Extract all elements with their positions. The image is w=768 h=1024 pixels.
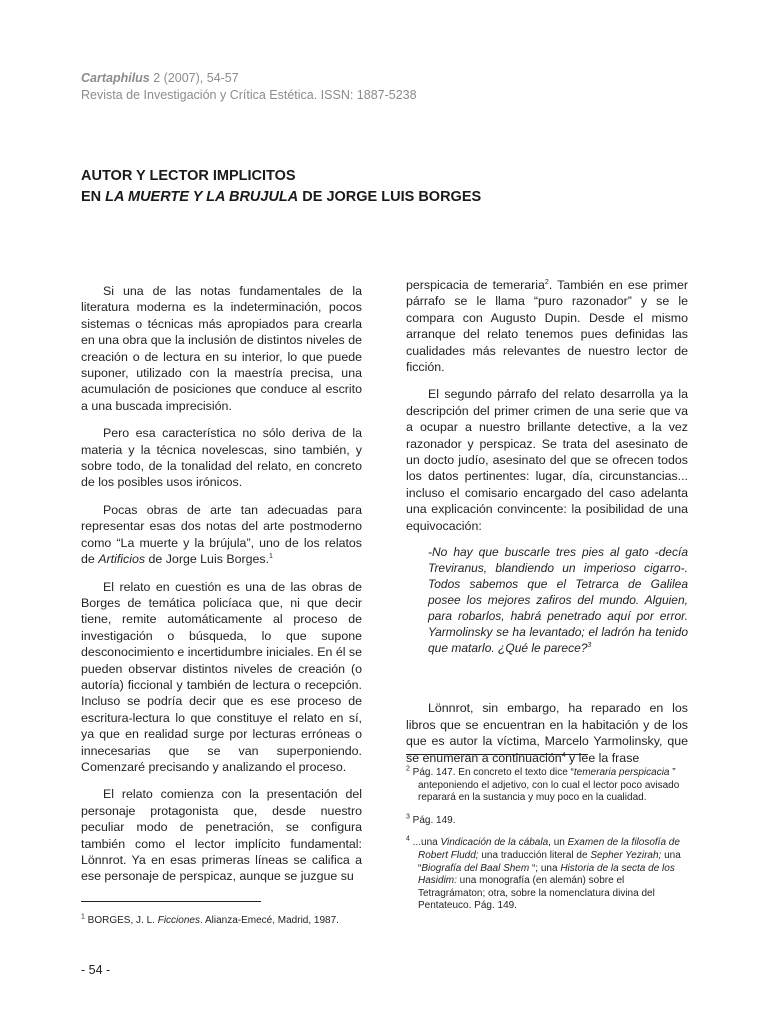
paragraph: perspicacia de temeraria$^2$. También en ese primer párrafo se le llama “puro razonador” y se le compara con Augusto Dupin. Desde el mismo arranque del relato tenemos pues definidas las cualidades más relevantes de nuestro lector de ficción.: [406, 278, 688, 375]
page-number: - 54 -: [81, 963, 111, 977]
footnotes-left: [81, 915, 371, 938]
footnote-divider: [406, 754, 588, 755]
block-quote: -No hay que buscarle tres pies al gato -decía Treviranus, blandiendo un imperioso cigarro-. Todos sabemos que el Tetrarca de Galilea posee los mejores zafiros del mundo. Alguien, para robarlos, habrá penetrado aquí por error. Yarmolinsky se ha levantado; el ladrón ha tenido que matarlo. ¿Qué le parece?$^3$: [428, 545, 688, 655]
footnote-4: $^4$ ...una Vindicación de la cábala, un Examen de la filosofía de Robert Fludd; una traducción literal de Sepher Yezirah; una “Biografía del Baal Shem “; una Historia de la secta de los Hasidim: una monografía (en alemán) sobre el Tetragrámaton; otra, sobre la nomenclatura divina del Pentateuco. Pág. 149.: [406, 836, 681, 912]
journal-subtitle: Revista de Investigación y Crítica Estética. ISSN: 1887-5238: [81, 88, 417, 102]
article-title: [81, 166, 481, 208]
journal-citation: Cartaphilus 2 (2007), 54-57: [81, 71, 239, 85]
journal-name: Cartaphilus: [81, 71, 150, 85]
title-line-2: EN LA MUERTE Y LA BRUJULA DE JORGE LUIS BORGES: [81, 189, 482, 205]
paragraph: Si una de las notas fundamentales de la literatura moderna es la indeterminación, pocos sistemas o técnicas más apropiados para crearla en una obra que la inclusión de distintos niveles de creación o de lectura en su interior, lo que puede suponer, utilizado con la maestría precisa, una acumulación de posiciones que conduce al escrito a una buscada imprecisión.: [81, 284, 362, 413]
footnote-3: $^3$ Pág. 149.: [406, 813, 456, 826]
footnote-ref[interactable]: 1: [269, 552, 273, 560]
paragraph: Pocas obras de arte tan adecuadas para representar esas dos notas del arte postmoderno como “La muerte y la brújula”, uno de los relatos de Artificios de Jorge Luis Borges.$^1$: [81, 502, 362, 567]
footnote-2: $^2$ Pág. 147. En concreto el texto dice “temeraria perspicacia ” anteponiendo el adjetivo, con lo cual el lector poco avisado reparará en la sustancia y muy poco en la cualidad.: [406, 765, 680, 804]
footnote-ref[interactable]: 2: [544, 278, 549, 286]
right-column: [406, 277, 688, 777]
paragraph: El relato comienza con la presentación del personaje protagonista que, desde nuestro peculiar modo de penetración, se configura también como el lector implícito fundamental: Lönnrot. Ya en esas primeras líneas se califica a ese personaje de perspicaz, aunque se juzgue su: [81, 787, 362, 884]
paragraph: El segundo párrafo del relato desarrolla ya la descripción del primer crimen de una serie que va a ocupar a nuestro brillante detective, a la vez razonador y perspicaz. Se trata del asesinato de un docto judío, asesinato del que se ofrecen todos los datos pertinentes: lugar, día, circunstancias... incluso el comisario encargado del caso adelanta una explicación convincente: la posibilidad de una equivocación:: [406, 387, 688, 533]
title-line-1: AUTOR Y LECTOR IMPLICITOS: [81, 168, 296, 184]
paragraph: Pero esa característica no sólo deriva de la materia y la técnica novelescas, sino también, y sobre todo, de la tonalidad del relato, en concreto de los posibles usos irónicos.: [81, 426, 362, 490]
paragraph: Lönnrot, sin embargo, ha reparado en los libros que se encuentran en la habitación y de los que es autor la víctima, Marcelo Yarmolinsky, que se enumeran a continuación$^4$ y lee la frase: [406, 701, 688, 765]
left-column: [81, 283, 362, 896]
journal-header: [81, 70, 417, 104]
footnote-ref[interactable]: 3: [587, 641, 592, 649]
footnotes-right: [406, 767, 690, 923]
footnote-divider: [81, 901, 261, 902]
footnote-1: $^1$ BORGES, J. L. Ficciones. Alianza-Emecé, Madrid, 1987.: [81, 913, 339, 926]
footnote-ref[interactable]: 4: [561, 751, 566, 759]
paragraph: El relato en cuestión es una de las obras de Borges de temática policíaca que, ni que decir tiene, remite automáticamente al proceso de investigación o búsqueda, lo que supone desconocimiento e incertidumbre iniciales. En él se pueden observar distintos niveles de creación (o autoría) ficcional y también de lectura o recepción. Incluso se podría decir que es ese proceso de escritura-lectura lo que constituye el relato en sí, ya que en realidad surge por lecturas erróneas o innecesarias que se van superponiendo. Comenzaré precisando y analizando el proceso.: [81, 579, 362, 774]
